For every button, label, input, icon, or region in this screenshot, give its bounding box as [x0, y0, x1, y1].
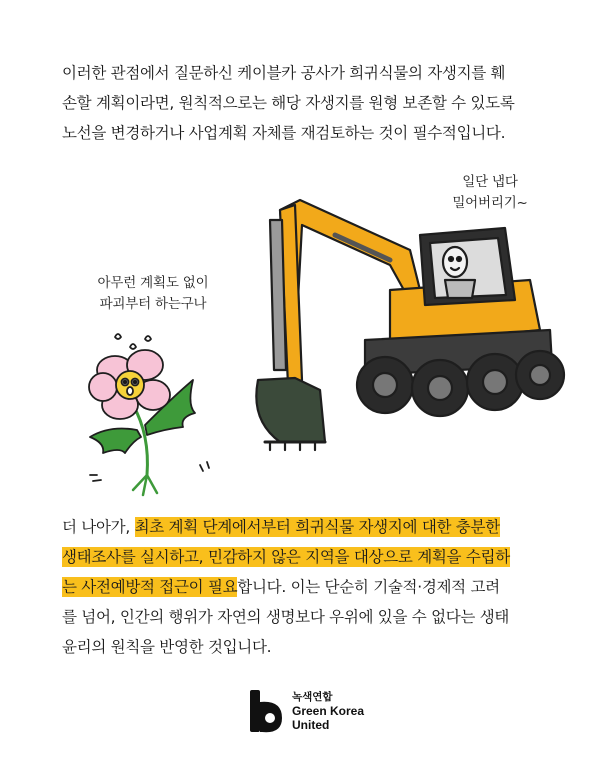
conclusion-rest-3: 윤리의 원칙을 반영한 것입니다.: [62, 638, 272, 656]
intro-line-1: 이러한 관점에서 질문하신 케이블카 공사가 희귀식물의 자생지를 훼: [62, 64, 506, 82]
intro-line-3: 노선을 변경하거나 사업계획 자체를 재검토하는 것이 필수적입니다.: [62, 124, 506, 142]
excavator-speech-line-2: 밀어버리기~: [452, 195, 528, 211]
logo-text: [292, 690, 364, 732]
logo-name-en-1: Green Korea: [292, 704, 365, 718]
logo-name-ko: 녹색연합: [292, 691, 333, 703]
highlight-line-2: 생태조사를 실시하고, 민감하지 않은 지역을 대상으로 계획을 수립하: [62, 548, 510, 566]
logo-icon: [248, 686, 284, 736]
logo-name-en-2: United: [292, 718, 330, 732]
intro-line-2: 손할 계획이라면, 원칙적으로는 해당 자생지를 원형 보존할 수 있도록: [62, 94, 515, 112]
highlight-line-3: 는 사전예방적 접근이 필요: [62, 578, 238, 596]
excavator-icon: [240, 180, 570, 455]
conclusion-paragraph: [62, 512, 562, 662]
intro-paragraph: [62, 58, 562, 148]
conclusion-rest-2: 를 넘어, 인간의 행위가 자연의 생명보다 우위에 있을 수 없다는 생태: [62, 608, 510, 626]
flower-icon: [75, 325, 235, 500]
conclusion-prefix: 더 나아가,: [62, 518, 135, 536]
flower-speech-line-2: 파괴부터 하는구나: [99, 296, 207, 312]
flower-speech: [78, 273, 228, 315]
excavator-speech-line-1: 일단 냅다: [462, 174, 518, 190]
highlight-line-1: 최초 계획 단계에서부터 희귀식물 자생지에 대한 충분한: [134, 518, 500, 536]
brand-logo: [248, 686, 364, 736]
flower-speech-line-1: 아무런 계획도 없이: [97, 275, 209, 291]
conclusion-rest-1: 합니다. 이는 단순히 기술적·경제적 고려: [237, 578, 500, 596]
